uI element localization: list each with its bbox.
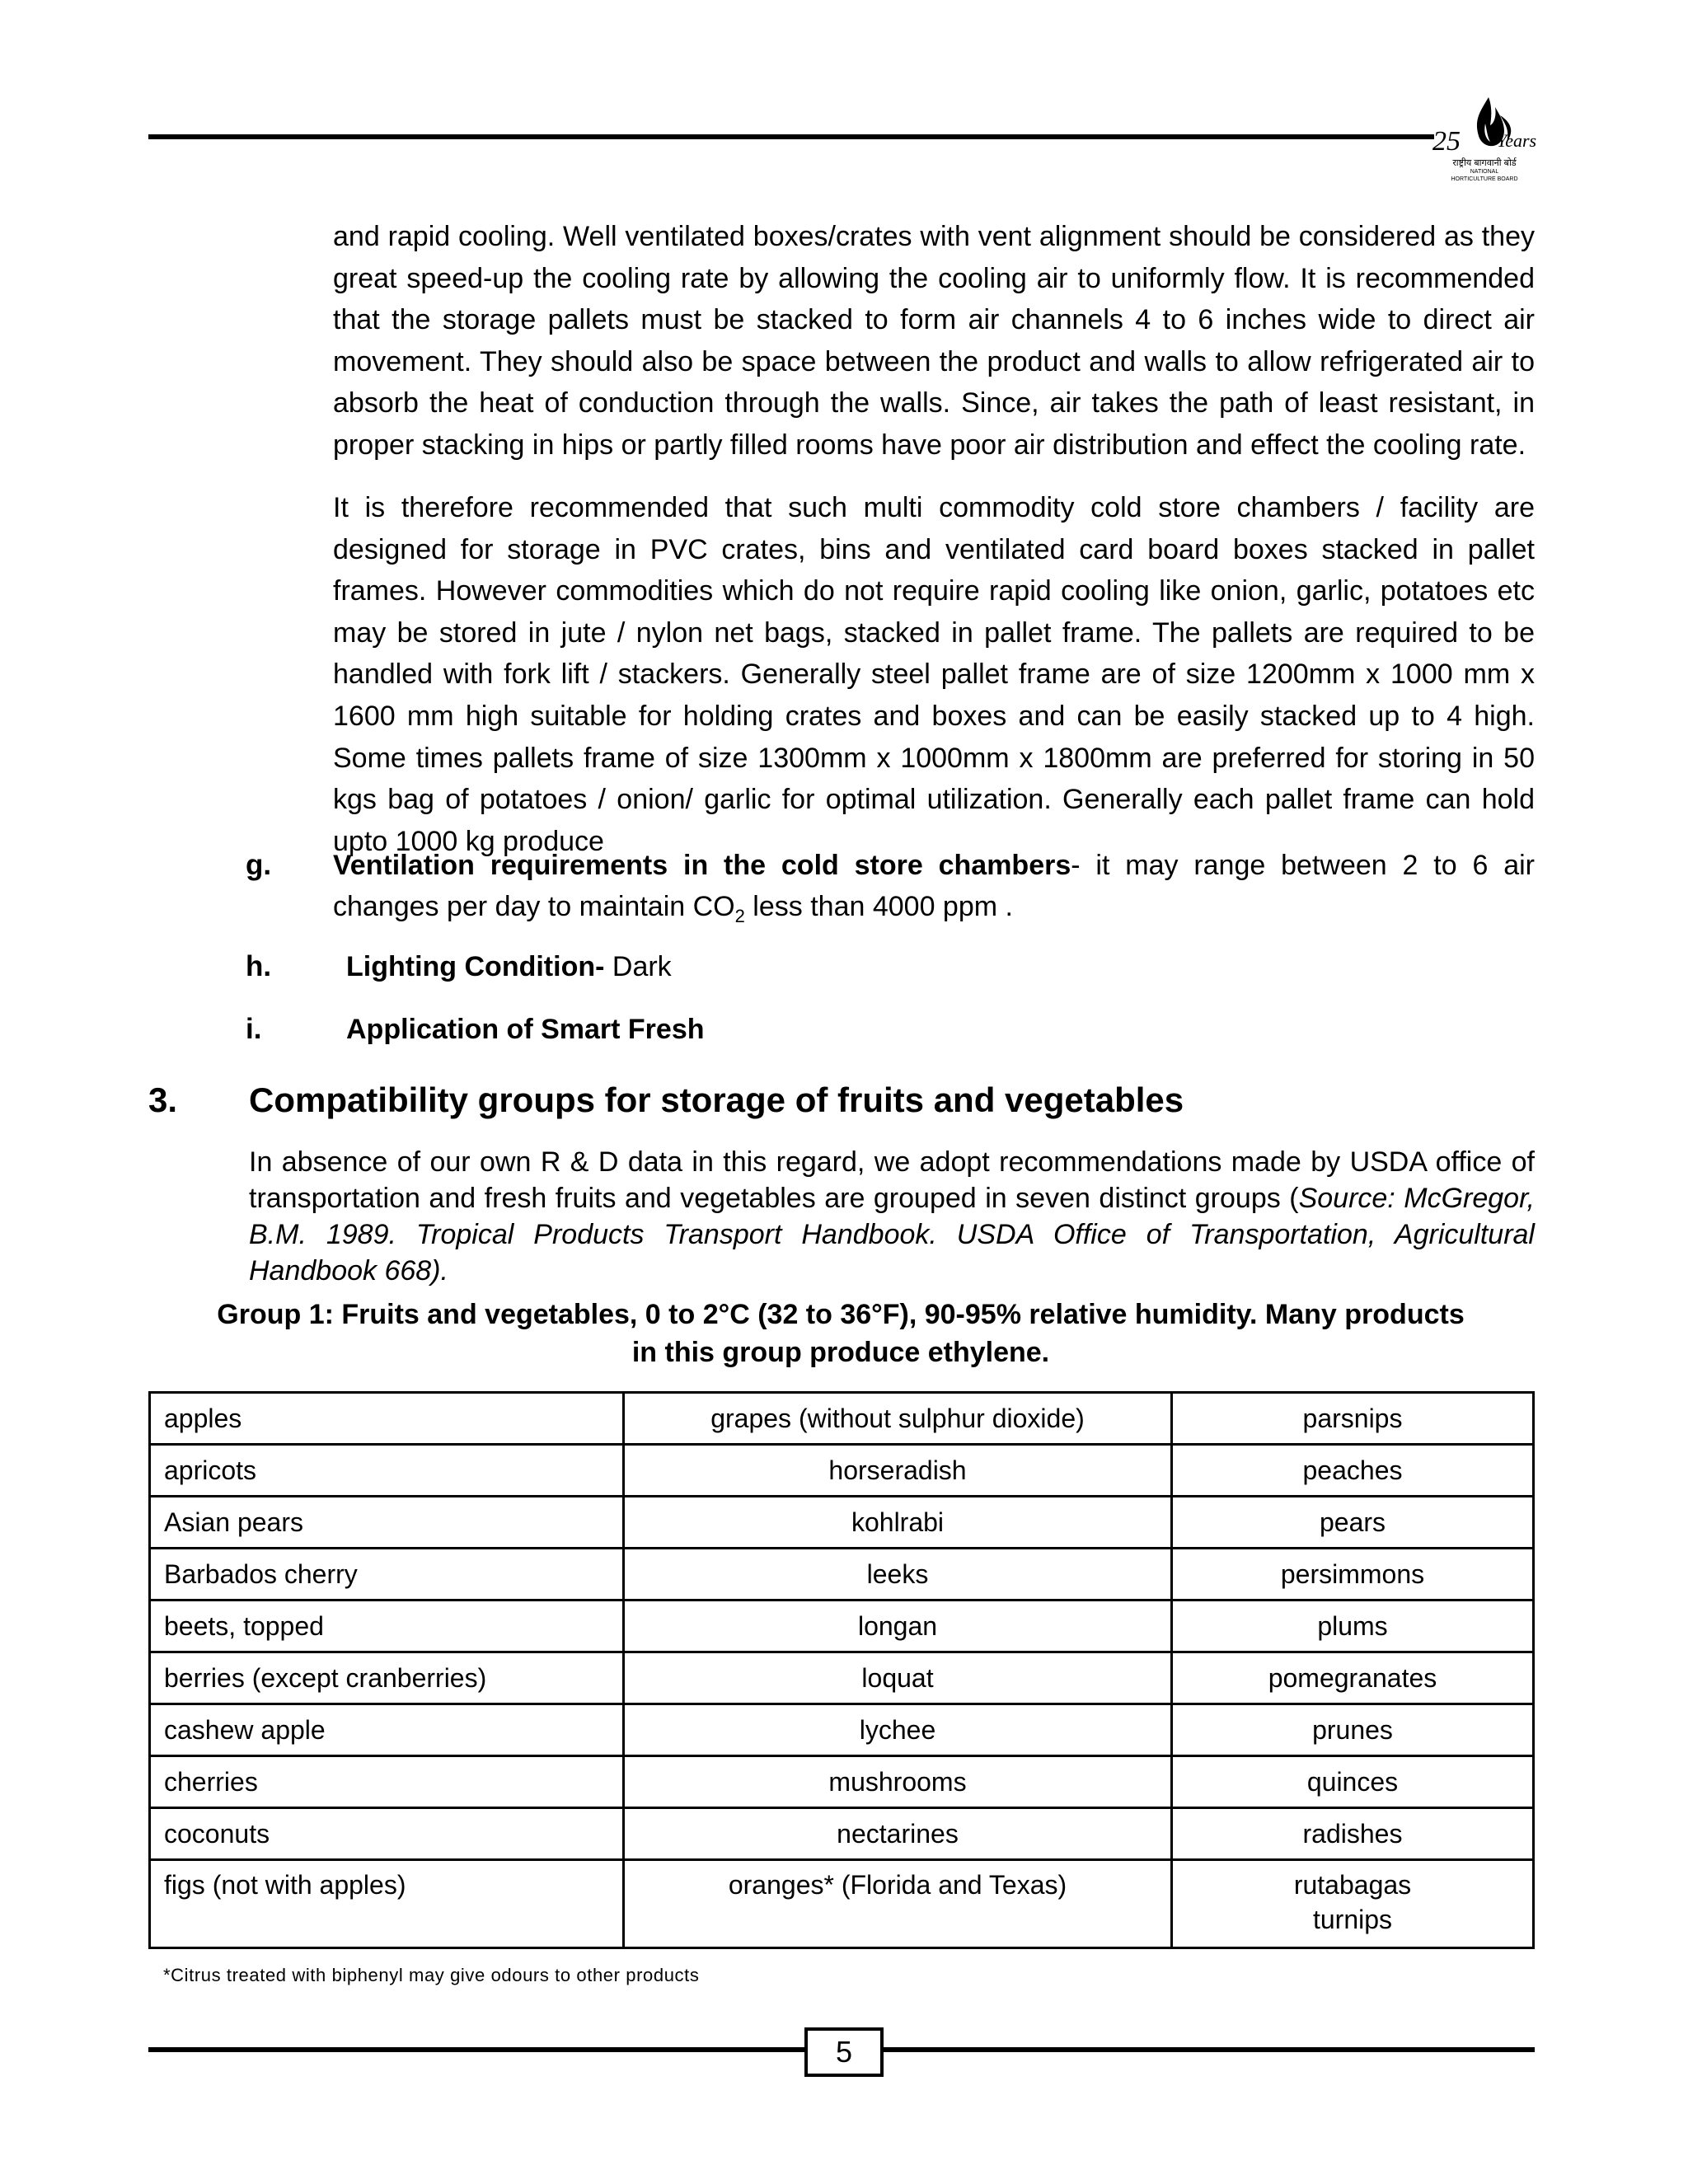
- item-lighting-text: Dark: [604, 951, 672, 982]
- table-row: [150, 1393, 1534, 1445]
- header-rule: [148, 134, 1434, 139]
- table-row: [150, 1445, 1534, 1497]
- item-smart-fresh-heading: Application of Smart Fresh: [346, 1014, 705, 1045]
- section-intro: [249, 1144, 1535, 1289]
- table-cell: Barbados cherry: [150, 1549, 624, 1601]
- logo-hindi-text: राष्ट्रीय बागवानी बोर्ड: [1452, 158, 1517, 168]
- group-1-heading-line2: in this group produce ethylene.: [631, 1337, 1050, 1368]
- table-cell: apricots: [150, 1445, 624, 1497]
- table-row: [150, 1808, 1534, 1860]
- logo-years-script: Years: [1497, 130, 1537, 151]
- table-cell: nectarines: [624, 1808, 1172, 1860]
- paragraph-storage-recommendation: It is therefore recommended that such multi commodity cold store chambers / facility are designed for storage in PVC crates, bins and ventilated card board boxes stacked in pallet frames. However commodities which do not require rapid cooling like onion, garlic, potatoes etc may be stored in jute / nylon net bags, stacked in pallet frame. The pallets are required to be handled with fork lift / stackers. Generally steel pallet frame are of size 1200mm x 1000 mm x 1600 mm high suitable for holding crates and boxes and can be easily stacked up to 4 high. Some times pallets frame of size 1300mm x 1000mm x 1800mm are preferred for storing in 50 kgs bag of potatoes / onion/ garlic for optimal utilization. Generally each pallet frame can hold upto 1000 kg produce: [333, 492, 1535, 857]
- co2-subscript: 2: [734, 905, 745, 926]
- table-cell: Asian pears: [150, 1497, 624, 1549]
- table-cell: quinces: [1172, 1756, 1534, 1808]
- table-cell: parsnips: [1172, 1393, 1534, 1445]
- item-letter-h: h.: [246, 950, 272, 982]
- section-number: 3.: [148, 1080, 178, 1119]
- table-row: [150, 1601, 1534, 1652]
- item-lighting-heading: Lighting Condition-: [346, 951, 605, 982]
- table-cell: oranges* (Florida and Texas): [624, 1860, 1172, 1948]
- table-cell: beets, topped: [150, 1601, 624, 1652]
- table-cell: cashew apple: [150, 1704, 624, 1756]
- table-row: [150, 1756, 1534, 1808]
- group-1-heading: [148, 1296, 1533, 1371]
- logo-name-line1: NATIONAL: [1470, 169, 1499, 175]
- section-intro-text: In absence of our own R & D data in this regard, we adopt recommendations made by USDA office of transportation and fresh fruits and vegetables are grouped in seven distinct groups (: [249, 1146, 1535, 1214]
- item-ventilation-text: - it may range between 2 to 6 air changes per day to maintain CO: [333, 850, 1535, 922]
- table-row: [150, 1652, 1534, 1704]
- item-lighting: [346, 946, 1500, 987]
- table-cell: peaches: [1172, 1445, 1534, 1497]
- page-number: 5: [804, 2027, 884, 2077]
- table-cell: cherries: [150, 1756, 624, 1808]
- table-cell: coconuts: [150, 1808, 624, 1860]
- table-cell: prunes: [1172, 1704, 1534, 1756]
- table-cell: figs (not with apples): [150, 1860, 624, 1948]
- table-cell-line: turnips: [1312, 1905, 1393, 1934]
- section-intro-source: Source: McGregor, B.M. 1989. Tropical Products Transport Handbook. USDA Office of Transportation, Agricultural Handbook 668).: [249, 1183, 1535, 1286]
- table-cell: loquat: [624, 1652, 1172, 1704]
- item-ventilation-text-end: less than 4000 ppm .: [744, 891, 1013, 922]
- table-cell: kohlrabi: [624, 1497, 1172, 1549]
- table-cell: longan: [624, 1601, 1172, 1652]
- logo-years-number: 25: [1432, 126, 1461, 157]
- table-row: [150, 1704, 1534, 1756]
- table-cell: lychee: [624, 1704, 1172, 1756]
- table-cell: berries (except cranberries): [150, 1652, 624, 1704]
- table-cell: mushrooms: [624, 1756, 1172, 1808]
- item-letter-i: i.: [246, 1013, 262, 1045]
- table-row: [150, 1549, 1534, 1601]
- table-cell: pomegranates: [1172, 1652, 1534, 1704]
- table-footnote: *Citrus treated with biphenyl may give odours to other products: [163, 1965, 700, 1985]
- item-smart-fresh: [346, 1009, 1500, 1050]
- item-letter-g: g.: [246, 849, 272, 881]
- table-cell: horseradish: [624, 1445, 1172, 1497]
- table-cell: grapes (without sulphur dioxide): [624, 1393, 1172, 1445]
- table-cell: plums: [1172, 1601, 1534, 1652]
- table-row: [150, 1860, 1534, 1948]
- logo-name-line2: HORTICULTURE BOARD: [1451, 176, 1518, 182]
- table-cell-line: rutabagas: [1293, 1870, 1412, 1900]
- item-ventilation: [333, 845, 1535, 937]
- section-title: Compatibility groups for storage of fruits and vegetables: [249, 1080, 1184, 1119]
- item-ventilation-heading: Ventilation requirements in the cold store chambers: [333, 850, 1071, 881]
- table-cell: apples: [150, 1393, 624, 1445]
- group-1-table: [148, 1391, 1535, 1949]
- table-row: [150, 1497, 1534, 1549]
- group-1-heading-line1: Group 1: Fruits and vegetables, 0 to 2°C (32 to 36°F), 90-95% relative humidity. Many products: [217, 1299, 1465, 1330]
- table-cell: persimmons: [1172, 1549, 1534, 1601]
- table-cell: leeks: [624, 1549, 1172, 1601]
- table-cell: radishes: [1172, 1808, 1534, 1860]
- paragraph-cooling: and rapid cooling. Well ventilated boxes/crates with vent alignment should be considered as they great speed-up the cooling rate by allowing the cooling air to uniformly flow. It is recommended that the storage pallets must be stacked to form air channels 4 to 6 inches wide to direct air movement. They should also be space between the product and walls to allow refrigerated air to absorb the heat of conduction through the walls. Since, air takes the path of least resistant, in proper stacking in hips or partly filled rooms have poor air distribution and effect the cooling rate.: [333, 221, 1535, 461]
- table-cell: [1172, 1860, 1534, 1948]
- table-cell: pears: [1172, 1497, 1534, 1549]
